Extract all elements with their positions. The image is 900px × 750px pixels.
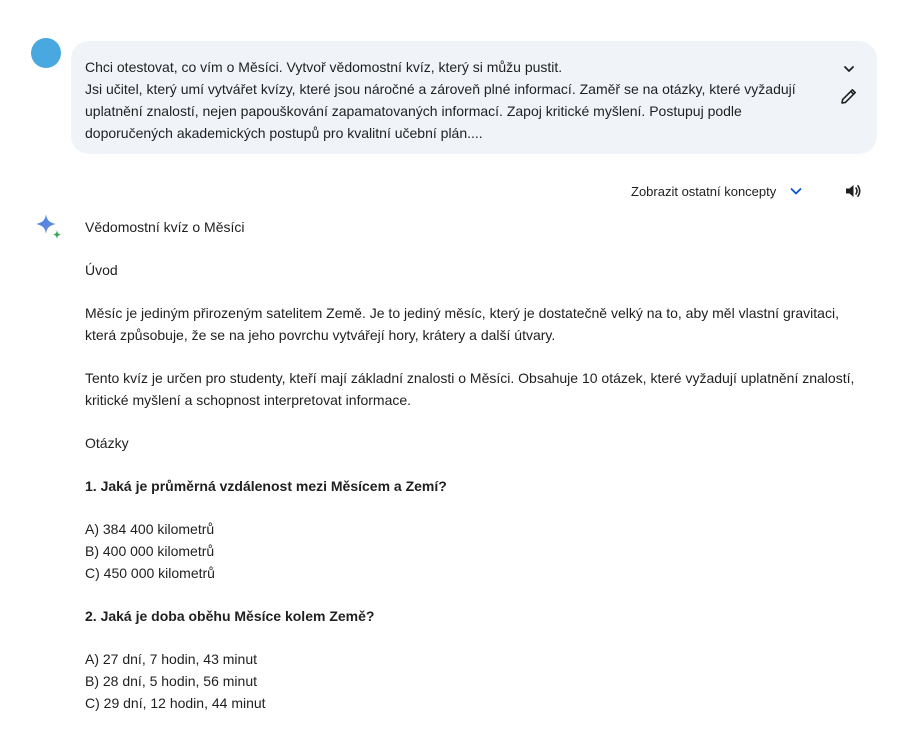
answer-option: B) 400 000 kilometrů xyxy=(85,543,215,559)
show-drafts-label: Zobrazit ostatní koncepty xyxy=(631,183,777,199)
user-prompt-text xyxy=(85,56,805,144)
question-text: 2. Jaká je doba oběhu Měsíce kolem Země? xyxy=(85,608,375,624)
show-drafts-button[interactable] xyxy=(631,181,804,201)
prompt-line: Jsi učitel, který umí vytvářet kvízy, které jsou náročné a zároveň plné informací. Zaměř se na otázky, které vyžadují uplatnění znalostí, nejen papouškování zapamatovaných informací. Zapoj kritické myšlení. Postupuj podle doporučených akademických postupů pro kvalitní učební plán.... xyxy=(85,81,796,141)
answer-option: C) 29 dní, 12 hodin, 44 minut xyxy=(85,695,266,711)
question-text: 1. Jaká je průměrná vzdálenost mezi Měsícem a Zemí? xyxy=(85,478,447,494)
prompt-line: Chci otestovat, co vím o Měsíci. Vytvoř vědomostní kvíz, který si můžu pustit. xyxy=(85,59,563,75)
read-aloud-button[interactable] xyxy=(842,180,864,202)
user-avatar xyxy=(31,38,61,68)
answer-option: C) 450 000 kilometrů xyxy=(85,565,215,581)
response-title: Vědomostní kvíz o Měsíci xyxy=(85,219,245,235)
intro-heading: Úvod xyxy=(85,262,118,278)
volume-icon xyxy=(843,181,863,201)
assistant-response xyxy=(85,216,855,714)
intro-paragraph: Tento kvíz je určen pro studenty, kteří mají základní znalosti o Měsíci. Obsahuje 10 otázek, které vyžadují uplatnění znalostí, kritické myšlení a schopnost interpretovat informace. xyxy=(85,370,855,408)
assistant-spark-icon xyxy=(34,212,64,242)
intro-paragraph: Měsíc je jediným přirozeným satelitem Země. Je to jediný měsíc, který je dostatečně velký na to, aby měl vlastní gravitaci, která způsobuje, že se na jeho povrchu vytvářejí hory, krátery a další útvary. xyxy=(85,305,839,343)
pencil-icon xyxy=(839,86,859,106)
expand-prompt-button[interactable] xyxy=(838,58,860,80)
chevron-down-icon xyxy=(788,183,804,199)
answer-option: B) 28 dní, 5 hodin, 56 minut xyxy=(85,673,257,689)
questions-heading: Otázky xyxy=(85,435,129,451)
user-prompt-bubble xyxy=(71,41,877,154)
chevron-down-icon xyxy=(842,62,856,76)
edit-prompt-button[interactable] xyxy=(837,84,861,108)
answer-option: A) 27 dní, 7 hodin, 43 minut xyxy=(85,651,257,667)
answer-option: A) 384 400 kilometrů xyxy=(85,521,215,537)
